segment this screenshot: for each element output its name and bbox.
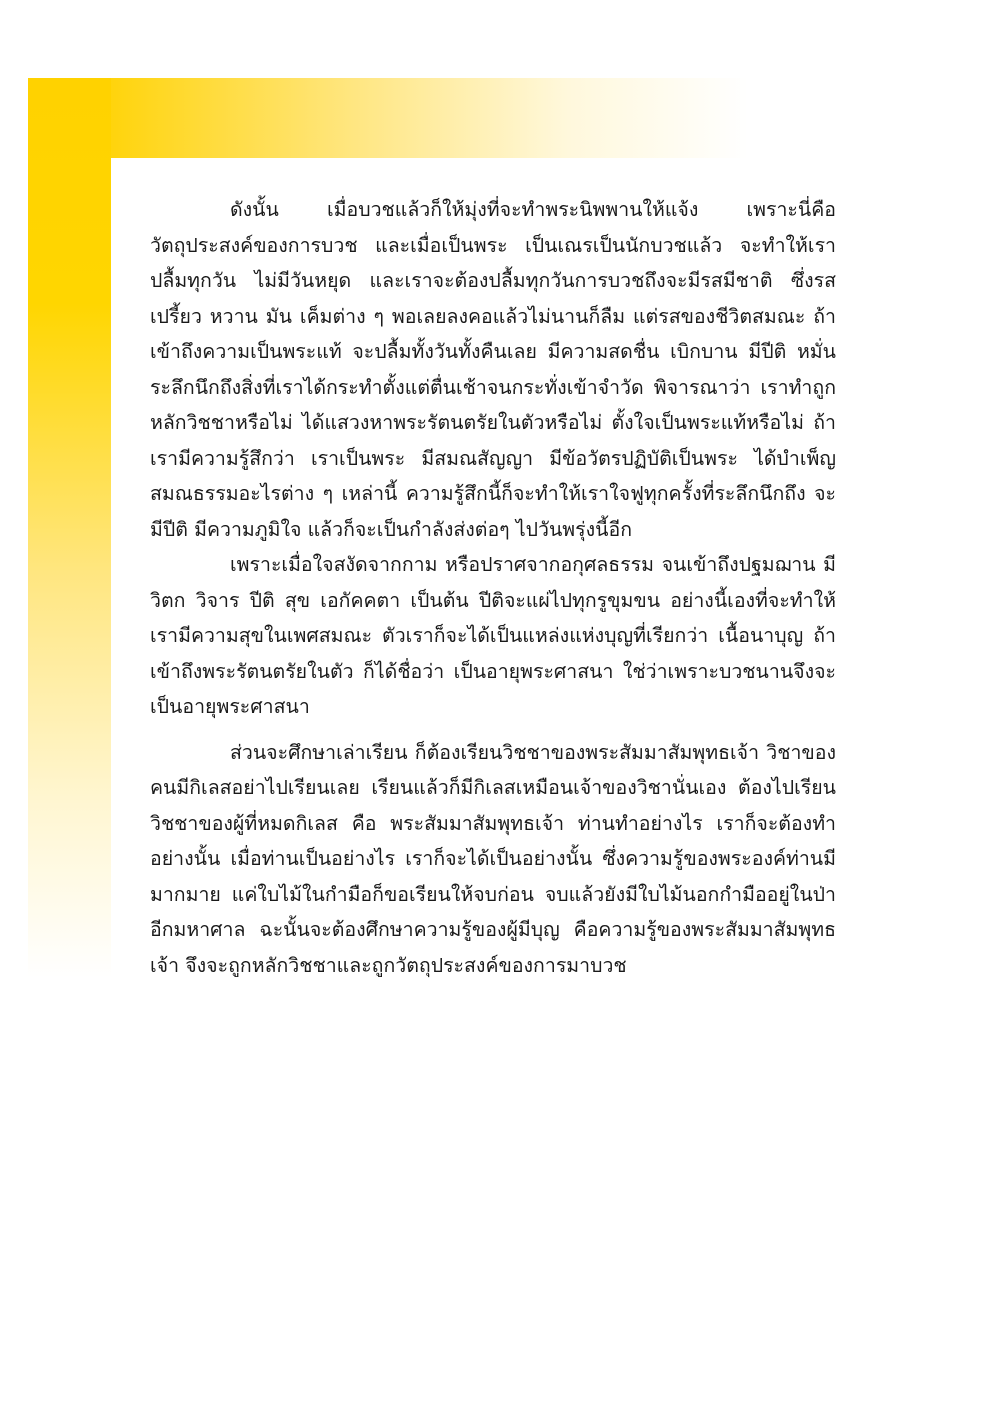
paragraph-2: เพราะเมื่อใจสงัดจากกาม หรือปราศจากอกุศลธรรม จนเข้าถึงปฐมฌาน มีวิตก วิจาร ปีติ สุข เอกัคคตา เป็นต้น ปีติจะแผ่ไปทุกรูขุมขน อย่างนี้เองที่จะทำให้เรามีความสุขในเพศสมณะ ตัวเราก็จะได้เป็นแหล่งแห่งบุญที่เรียกว่า เนื้อนาบุญ ถ้าเข้าถึงพระรัตนตรัยในตัว ก็ได้ชื่อว่า เป็นอายุพระศาสนา ใช่ว่าเพราะบวชนานจึงจะเป็นอายุพระศาสนา [150, 553, 836, 718]
paragraph-3: ส่วนจะศึกษาเล่าเรียน ก็ต้องเรียนวิชชาของพระสัมมาสัมพุทธเจ้า วิชาของคนมีกิเลสอย่าไปเรียนเลย เรียนแล้วก็มีกิเลสเหมือนเจ้าของวิชานั่นเอง ต้องไปเรียนวิชชาของผู้ที่หมดกิเลส คือ พระสัมมาสัมพุทธเจ้า ท่านทำอย่างไร เราก็จะต้องทำอย่างนั้น เมื่อท่านเป็นอย่างไร เราก็จะได้เป็นอย่างนั้น ซึ่งความรู้ของพระองค์ท่านมีมากมาย แค่ใบไม้ในกำมือก็ขอเรียนให้จบก่อน จบแล้วยังมีใบไม้นอกกำมืออยู่ในป่าอีกมหาศาล ฉะนั้นจะต้องศึกษาความรู้ของผู้มีบุญ คือความรู้ของพระสัมมาสัมพุทธเจ้า จึงจะถูกหลักวิชชาและถูกวัตถุประสงค์ของการมาบวช [150, 740, 836, 977]
decorative-gradient-left [28, 78, 111, 978]
decorative-gradient-top [28, 78, 748, 158]
paragraph-1: ดังนั้น เมื่อบวชแล้วก็ให้มุ่งที่จะทำพระนิพพานให้แจ้ง เพราะนี่คือวัตถุประสงค์ของการบวช และเมื่อเป็นพระ เป็นเณรเป็นนักบวชแล้ว จะทำให้เราปลื้มทุกวัน ไม่มีวันหยุด และเราจะต้องปลื้มทุกวันการบวชถึงจะมีรสมีชาติ ซึ่งรสเปรี้ยว หวาน มัน เค็มต่าง ๆ พอเลยลงคอแล้วไม่นานก็ลืม แต่รสของชีวิตสมณะ ถ้าเข้าถึงความเป็นพระแท้ จะปลื้มทั้งวันทั้งคืนเลย มีความสดชื่น เบิกบาน มีปีติ หมั่นระลึกนึกถึงสิ่งที่เราได้กระทำตั้งแต่ตื่นเช้าจนกระทั่งเข้าจำวัด พิจารณาว่า เราทำถูกหลักวิชชาหรือไม่ ได้แสวงหาพระรัตนตรัยในตัวหรือไม่ ตั้งใจเป็นพระแท้หรือไม่ ถ้าเรามีความรู้สึกว่า เราเป็นพระ มีสมณสัญญา มีข้อวัตรปฏิบัติเป็นพระ ได้บำเพ็ญสมณธรรมอะไรต่าง ๆ เหล่านี้ ความรู้สึกนี้ก็จะทำให้เราใจฟูทุกครั้งที่ระลึกนึกถึง จะมีปีติ มีความภูมิใจ แล้วก็จะเป็นกำลังส่งต่อๆ ไปวันพรุ่งนี้อีก [150, 198, 836, 541]
body-text [150, 192, 836, 983]
